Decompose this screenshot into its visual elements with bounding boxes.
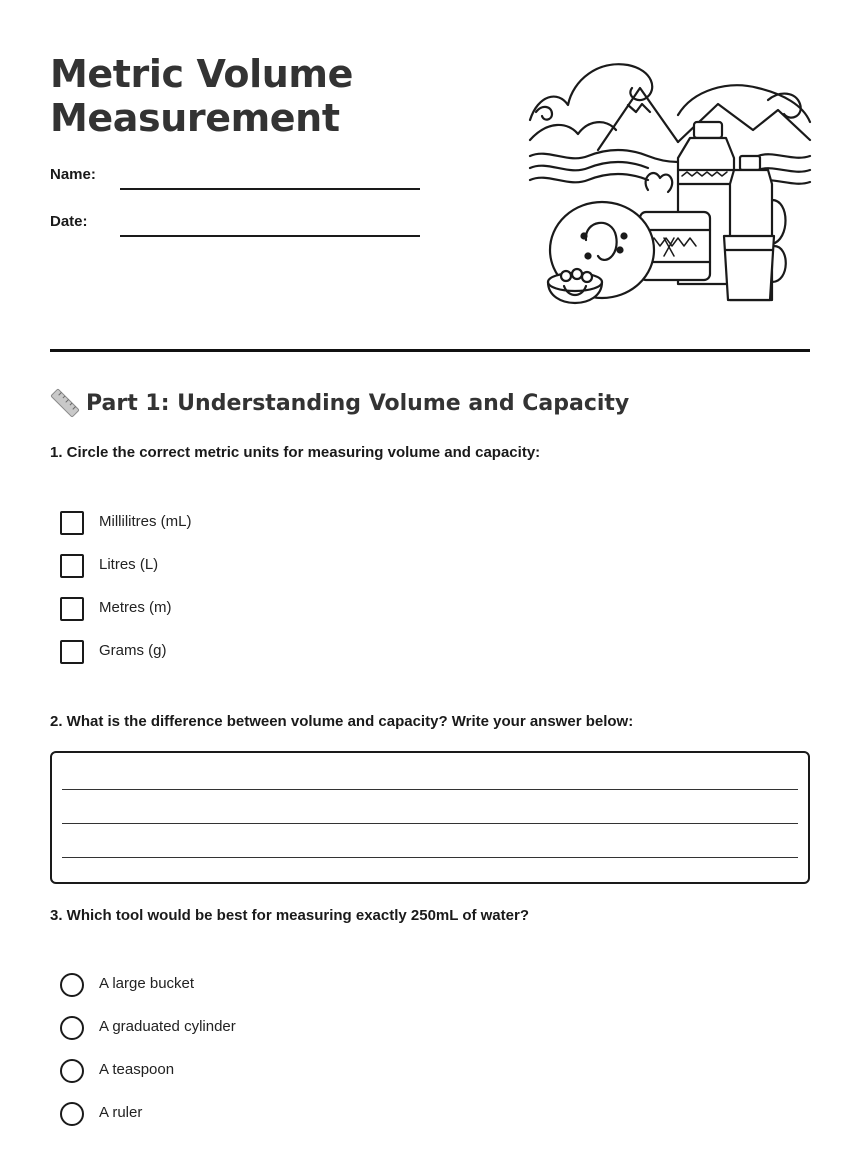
option-label: A graduated cylinder xyxy=(99,1018,236,1035)
checkbox[interactable] xyxy=(60,554,84,578)
containers-and-waves-illustration xyxy=(528,60,812,312)
radio-button[interactable] xyxy=(60,1102,84,1126)
date-label: Date: xyxy=(50,213,88,230)
answer-line xyxy=(62,823,798,824)
radio-button[interactable] xyxy=(60,973,84,997)
option-label: Grams (g) xyxy=(99,642,167,659)
checkbox[interactable] xyxy=(60,640,84,664)
option-label: A ruler xyxy=(99,1104,143,1121)
title-line-1: Metric Volume xyxy=(50,52,353,96)
worksheet-title xyxy=(50,52,353,140)
option-label: Litres (L) xyxy=(99,556,159,573)
radio-button[interactable] xyxy=(60,1059,84,1083)
part1-title: Part 1: Understanding Volume and Capacity xyxy=(86,391,630,416)
name-underline xyxy=(120,188,420,190)
name-label: Name: xyxy=(50,166,96,183)
option-label: A teaspoon xyxy=(99,1061,175,1078)
answer-line xyxy=(62,857,798,858)
title-line-2: Measurement xyxy=(50,96,340,140)
option-label: Metres (m) xyxy=(99,599,172,616)
part1-heading xyxy=(50,388,629,420)
ruler-icon xyxy=(50,388,80,418)
option-label: Millilitres (mL) xyxy=(99,513,192,530)
question-2: 2. What is the difference between volume and capacity? Write your answer below: xyxy=(50,713,634,730)
option-label: A large bucket xyxy=(99,975,195,992)
question-3: 3. Which tool would be best for measuring exactly 250mL of water? xyxy=(50,907,529,924)
checkbox[interactable] xyxy=(60,511,84,535)
q2-answer-box[interactable] xyxy=(50,751,810,884)
header-divider xyxy=(50,349,810,352)
radio-button[interactable] xyxy=(60,1016,84,1040)
name-field[interactable] xyxy=(50,166,420,190)
date-underline xyxy=(120,235,420,237)
question-1: 1. Circle the correct metric units for measuring volume and capacity: xyxy=(50,444,541,461)
answer-line xyxy=(62,789,798,790)
date-field[interactable] xyxy=(50,213,420,237)
checkbox[interactable] xyxy=(60,597,84,621)
